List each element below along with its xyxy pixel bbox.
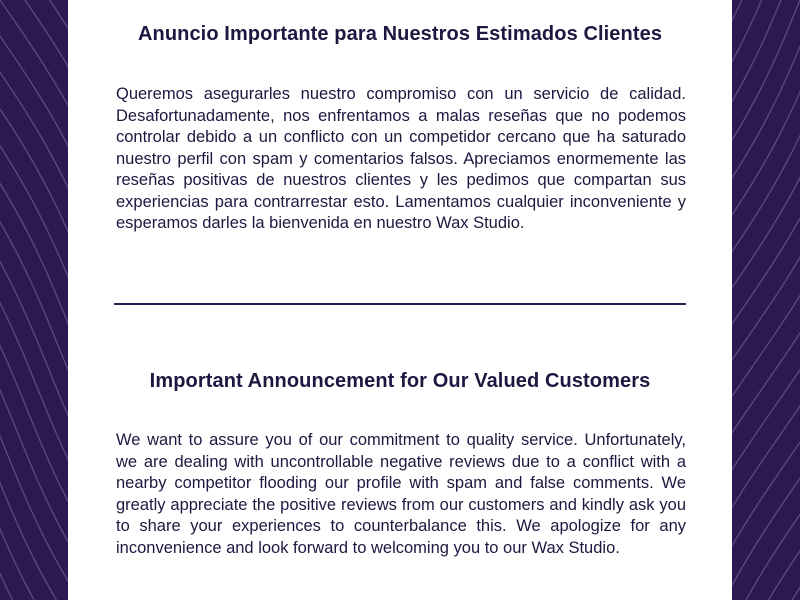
section-divider bbox=[114, 303, 686, 305]
wave-line bbox=[0, 0, 56, 600]
wave-line bbox=[732, 0, 800, 600]
wave-line bbox=[732, 0, 800, 600]
wave-line bbox=[732, 0, 800, 600]
spanish-title: Anuncio Importante para Nuestros Estimados Clientes bbox=[137, 23, 663, 45]
wave-line bbox=[732, 0, 800, 600]
left-wave-pattern bbox=[0, 0, 68, 600]
wave-line bbox=[732, 0, 800, 600]
wave-line bbox=[0, 0, 68, 600]
wave-line bbox=[732, 0, 800, 600]
english-body: We want to assure you of our commitment to quality service. Unfortunately, we are dealing with uncontrollable negative reviews due to a conflict with a nearby competitor flooding our profile with spam and false comments. We greatly appreciate the positive reviews from our customers and kindly ask you to share your experiences to counterbalance this. We apologize for any inconvenience and look forward to welcoming you to our Wax Studio. bbox=[116, 431, 686, 557]
right-wave-pattern bbox=[732, 0, 800, 600]
wave-line bbox=[0, 0, 34, 600]
spanish-body: Queremos asegurarles nuestro compromiso con un servicio de calidad. Desafortunadamente, nos enfrentamos a malas reseñas que no podemos controlar debido a un conflicto con un competidor cercano que ha saturado nuestro perfil con spam y comentarios falsos. Apreciamos enormemente las reseñas positivas de nuestros clientes y les pedimos que compartan sus experiencias para contrarrestar esto. Lamentamos cualquier inconveniente y esperamos darles la bienvenida en nuestro Wax Studio. bbox=[116, 85, 686, 232]
wave-line bbox=[732, 0, 800, 600]
wave-line bbox=[732, 0, 800, 600]
wave-line bbox=[732, 0, 800, 600]
wave-line bbox=[732, 0, 800, 600]
wave-lines-left bbox=[0, 0, 68, 600]
wave-line bbox=[732, 0, 800, 600]
wave-line bbox=[732, 0, 742, 600]
wave-line bbox=[732, 0, 762, 600]
wave-line bbox=[732, 0, 800, 600]
english-title: Important Announcement for Our Valued Customers bbox=[149, 370, 651, 392]
announcement-page bbox=[68, 0, 732, 600]
wave-line bbox=[732, 0, 800, 600]
wave-line bbox=[792, 0, 800, 600]
wave-lines-right bbox=[732, 0, 800, 600]
